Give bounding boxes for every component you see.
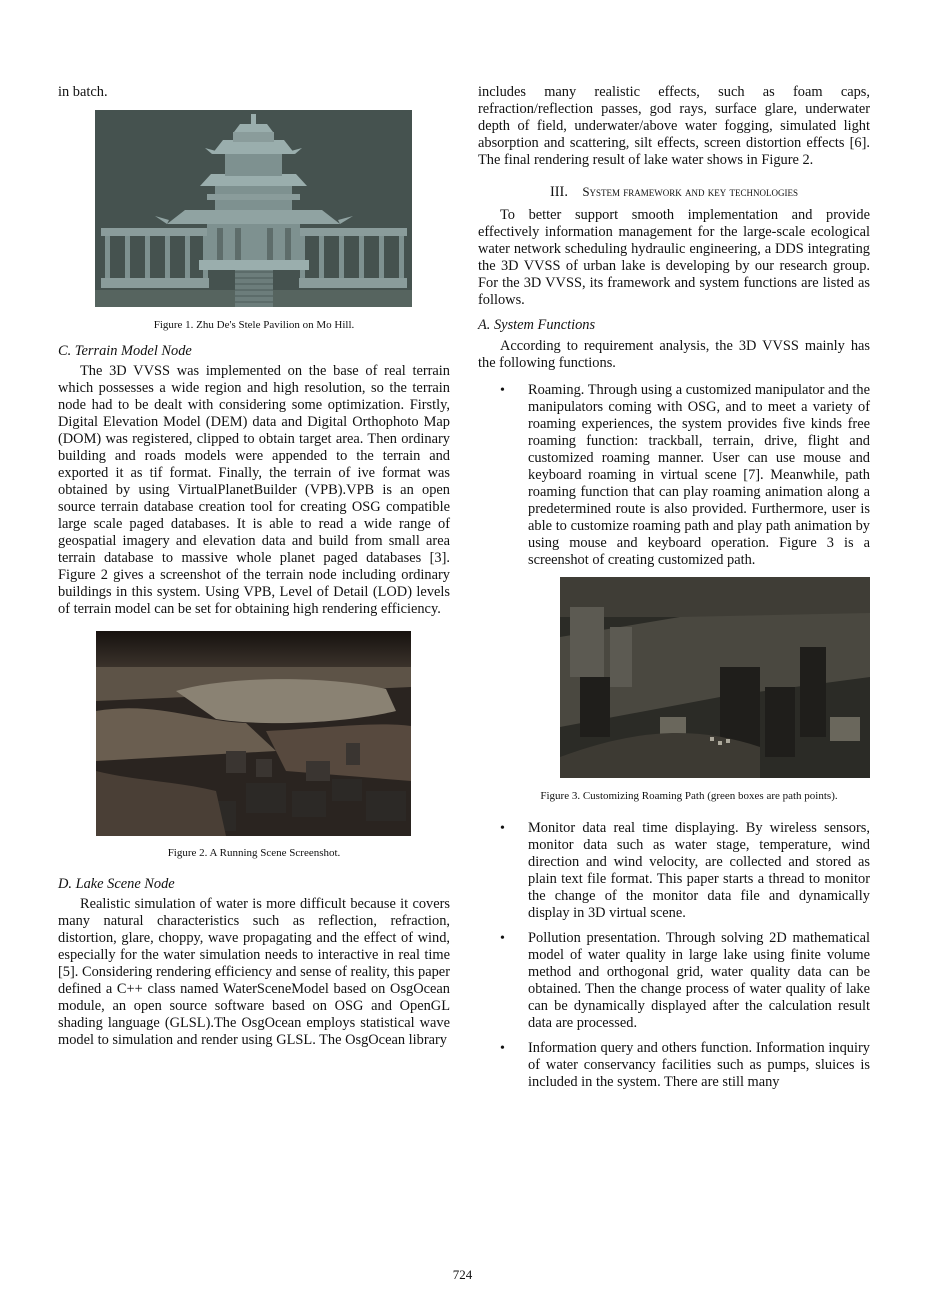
section-d-paragraph: Realistic simulation of water is more difficult because it covers many natural characteristics such as reflection, refraction, distortion, glare, choppy, wave propagating and the effect of wind, especially for the water simulation needs to interactive in real time [5]. Considering rendering efficiency and sense of reality, this paper defined a C++ class named WaterSceneModel based on OsgOcean module, an open source software based on OSG and OpenGL shading language (GLSL).The OsgOcean employs statistical wave model to simulation and render using GLSL. The OsgOcean library [58, 896, 450, 1048]
bullet-symbol: • [500, 931, 505, 946]
section-c-title: C. Terrain Model Node [58, 343, 192, 359]
figure-3-caption: Figure 3. Customizing Roaming Path (green boxes are path points). [540, 790, 838, 802]
bullet-monitor-text: Monitor data real time displaying. By wireless sensors, monitor data such as water stage, temperature, wind direction and wind velocity, are collected and stored as plain text file format. This paper starts a thread to monitor the change of the monitor data file and dynamically display in 3D virtual scene. [528, 820, 870, 921]
bullet-symbol: • [500, 383, 505, 398]
roaming-screenshot [560, 577, 870, 778]
section-3-title: System framework and key technologies [582, 184, 799, 199]
section-c-paragraph: The 3D VVSS was implemented on the base of real terrain which possesses a wide region and high resolution, so the terrain node had to be dealt with considering some optimization. Firstly, Digital Elevation Model (DEM) data and Digital Orthophoto Map (DOM) was registered, clipped to obtain target area. Then ordinary building and roads models were appended to the terrain and exported it as tif format. Finally, the terrain of ive format was obtained by using VirtualPlanetBuilder (VPB).VPB is an open source terrain database creation tool for creating OSG compatible large scale paged databases. It is able to read a wide range of geospatial imagery and elevation data and build from small area terrain database to massive whole planet paged databases [3]. Figure 2 gives a screenshot of the terrain node including ordinary buildings in this system. Using VPB, Level of Detail (LOD) levels of terrain model can be set for obtaining high rendering efficiency. [58, 363, 450, 617]
page-number: 724 [452, 1267, 473, 1282]
bullet-roaming [478, 382, 870, 569]
figure-3 [560, 577, 870, 778]
section-a-paragraph: According to requirement analysis, the 3D VVSS mainly has the following functions. [478, 338, 870, 371]
bullet-pollution [478, 930, 870, 1032]
bullet-monitor [478, 820, 870, 922]
section-3-paragraph: To better support smooth implementation and provide effectively information management for the large-scale ecological water network scheduling hydraulic engineering, a DDS integrating the 3D VVSS of urban lake is developing by our research group. For the 3D VVSS, its framework and system functions are listed as follows. [478, 207, 870, 308]
bullet-pollution-text: Pollution presentation. Through solving 2D mathematical model of water quality in large lake using finite volume method and orthogonal grid, water quality data can be obtained. Then the change process of water quality of lake can be dynamically displayed after the calculation result data are processed. [528, 930, 870, 1031]
pavilion-image [95, 110, 412, 307]
bullet-information-text: Information query and others function. Information inquiry of water conservancy facilities such as pumps, sluices is included in the system. There are still many [528, 1040, 870, 1090]
bullet-symbol: • [500, 821, 505, 836]
section-3-heading [478, 183, 870, 201]
figure-2-caption: Figure 2. A Running Scene Screenshot. [167, 847, 341, 859]
left-column [58, 84, 450, 1049]
bullet-roaming-text: Roaming. Through using a customized manipulator and the manipulators coming with OSG, and to meet a variety of roaming experiences, the system provides five kinds free roaming function: trackball, terrain, drive, flight and customized roaming manner. User can use mouse and keyboard roaming in virtual scene [7]. Meanwhile, path roaming function that can play roaming animation along a predetermined route is also provided. Furthermore, user is able to customize roaming path and play path animation by using mouse and keyboard operation. Figure 3 is a screenshot of creating customized path. [528, 382, 870, 568]
left-top-paragraph: in batch. [58, 84, 108, 100]
right-column [478, 84, 870, 1091]
bullet-information [478, 1040, 870, 1091]
terrain-screenshot [96, 631, 411, 836]
right-top-paragraph: includes many realistic effects, such as foam caps, refraction/reflection passes, god rays, surface glare, underwater depth of field, underwater/above water fogging, simulated light absorption and scattering, silt effects, screen distortion effects [6]. The final rendering result of lake water shows in Figure 2. [478, 84, 870, 168]
section-a-title: A. System Functions [478, 317, 596, 333]
figure-1-caption: Figure 1. Zhu De's Stele Pavilion on Mo Hill. [153, 319, 355, 331]
section-3-number: III. [549, 184, 568, 200]
figure-2 [96, 631, 411, 836]
section-d-title: D. Lake Scene Node [58, 876, 175, 892]
bullet-symbol: • [500, 1041, 505, 1056]
figure-1 [95, 110, 412, 307]
